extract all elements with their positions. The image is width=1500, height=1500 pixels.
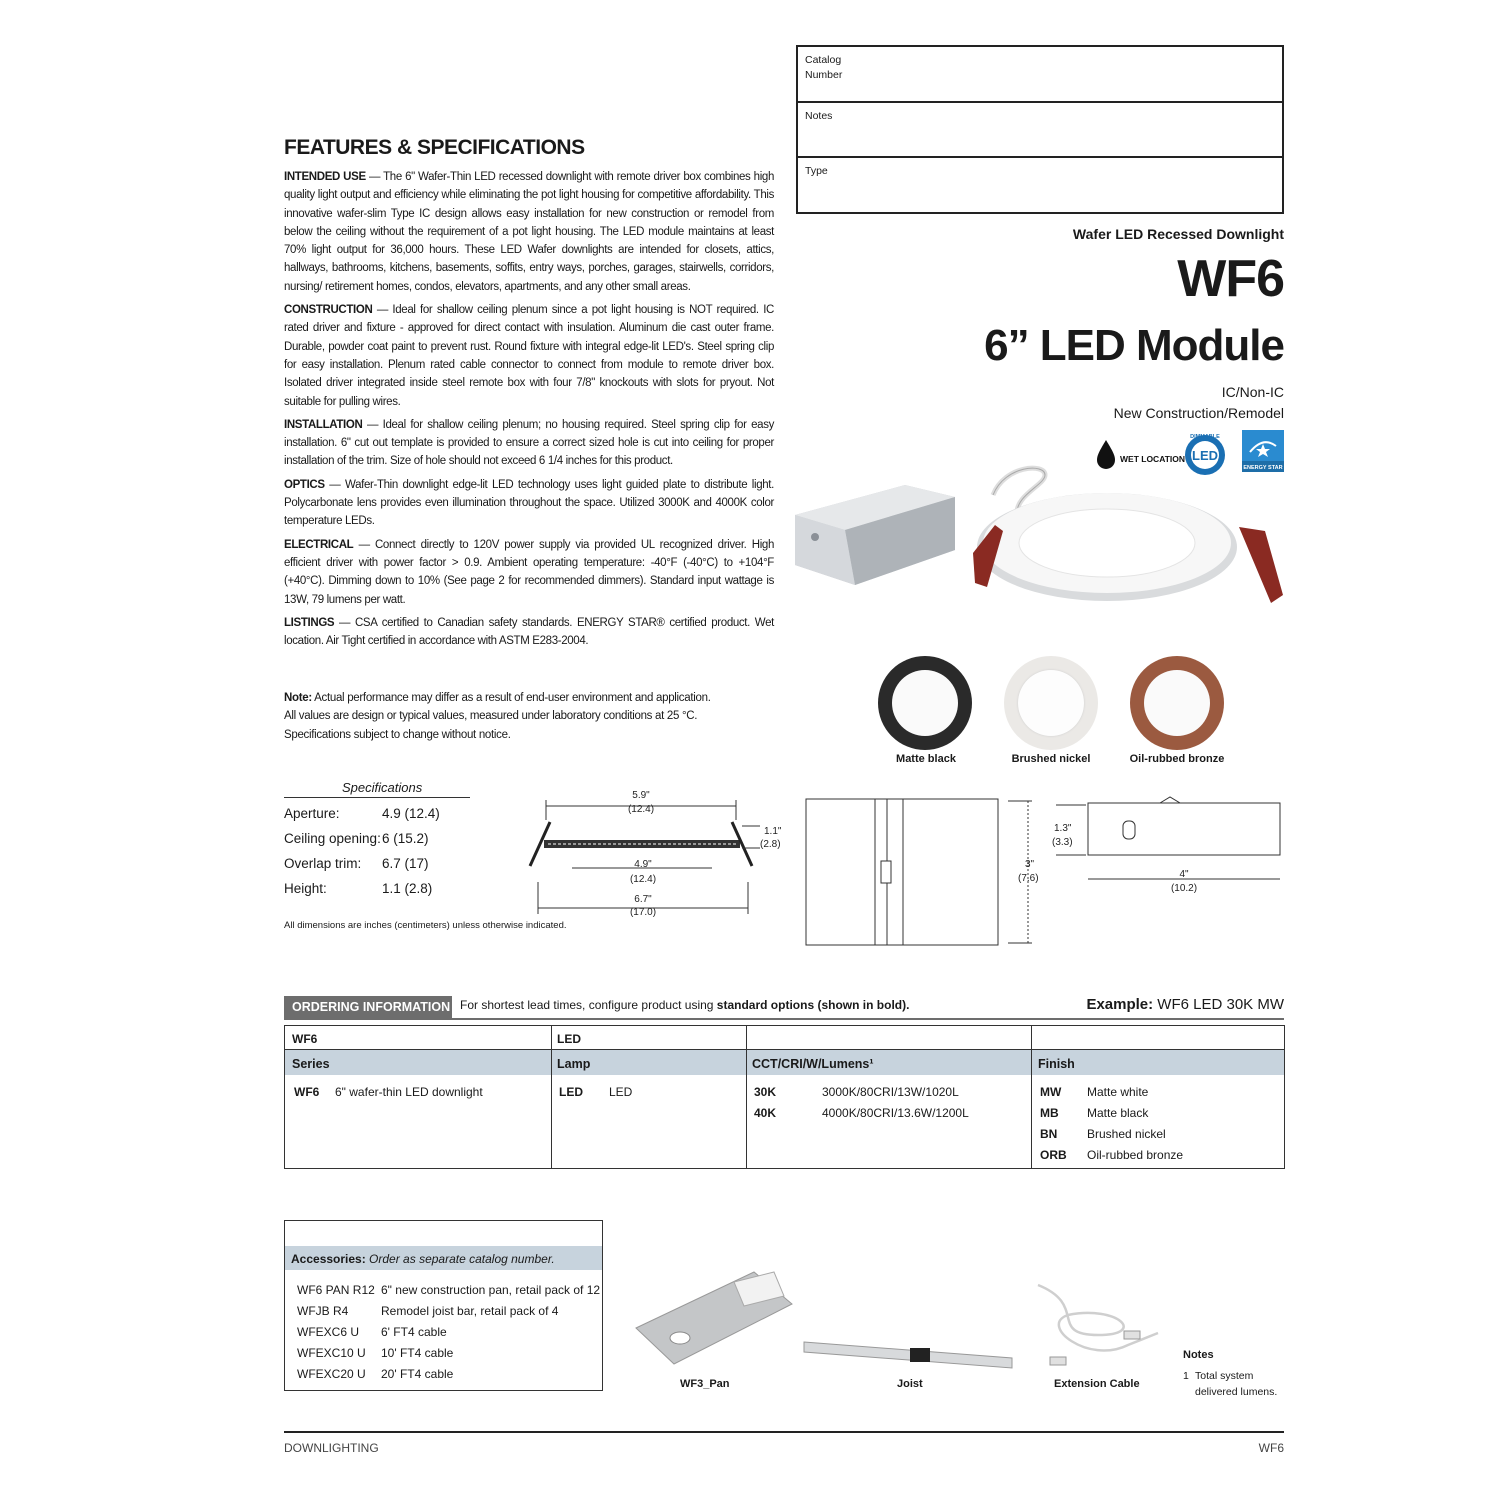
finish-label-oil-rubbed-bronze: Oil-rubbed bronze — [1129, 753, 1225, 765]
optics-paragraph: OPTICS — Wafer-Thin downlight edge-lit LED technology uses light guided plate to distribute light. Polycarbonate lens provides even illumination throughout the space. Utilized 3000K and 4000K color temperature LEDs. — [284, 478, 774, 528]
series-desc: 6" wafer-thin LED downlight — [335, 1085, 483, 1099]
finish-desc: Oil-rubbed bronze — [1087, 1148, 1184, 1162]
type-label: Type — [805, 165, 828, 177]
accessory-desc: 10' FT4 cable — [381, 1346, 454, 1360]
ordering-header — [284, 996, 1284, 1020]
accessory-desc: 6' FT4 cable — [381, 1325, 447, 1339]
specs-rule — [284, 797, 470, 798]
pan-image — [634, 1268, 794, 1376]
accessory-desc: Remodel joist bar, retail pack of 4 — [381, 1304, 559, 1318]
extension-cable-caption: Extension Cable — [1054, 1378, 1140, 1390]
cct-desc: 4000K/80CRI/13.6W/1200L — [822, 1106, 969, 1120]
accessory-code: WFEXC20 U — [297, 1367, 366, 1381]
catalog-number-field[interactable] — [798, 47, 1282, 103]
electrical-paragraph: ELECTRICAL — Connect directly to 120V power supply via provided UL recognized driver. High efficient driver with power factor > 0.9. Ambient operating temperature: -40°F (-40°C) to +104°F (+40°C). Dimming down to 10% (See page 2 for recommended dimmers). Standard input wattage is 13W, 79 lumens per watt. — [284, 538, 774, 606]
product-subtitle: Wafer LED Recessed Downlight — [1072, 226, 1284, 242]
footer-right: WF6 — [1258, 1441, 1284, 1455]
svg-text:(12.4): (12.4) — [627, 804, 655, 815]
col-cct: CCT/CRI/W/Lumens¹ — [752, 1057, 874, 1071]
joist-caption: Joist — [897, 1378, 923, 1390]
finish-desc: Brushed nickel — [1087, 1127, 1166, 1141]
type-field[interactable] — [798, 158, 1282, 212]
intended-use-paragraph: INTENDED USE — The 6" Wafer-Thin LED recessed downlight with remote driver box combines high quality light output and efficiency while eliminating the pot light housing for competitive affordability. This innovative wafer-slim Type IC design allows easy installation for new construction or remodel from below the ceiling without the requirement of a pot light housing. The LED module maintains at least 70% light output for 36,000 hours. These LED Wafer downlights are intended for closets, attics, hallways, bathrooms, kitchens, basements, soffits, entry ways, porches, garages, stairwells, corridors, nursing/ retirement homes, condos, elevators, apartments, and any other small areas. — [284, 171, 774, 293]
svg-text:(3.3): (3.3) — [1052, 837, 1073, 848]
spec-label: Height: — [284, 881, 327, 896]
series-top-label: WF6 — [292, 1032, 318, 1046]
col-series: Series — [292, 1057, 330, 1071]
model-title: WF6 — [1177, 250, 1284, 308]
spec-label: Ceiling opening: — [284, 831, 381, 846]
svg-text:4.9": 4.9" — [634, 859, 652, 870]
fixture-dimension-drawing — [520, 786, 790, 918]
accessory-code: WFEXC6 U — [297, 1325, 360, 1339]
features-heading: FEATURES & SPECIFICATIONS — [284, 136, 585, 159]
finish-code: ORB — [1040, 1148, 1067, 1162]
cct-code: 40K — [754, 1106, 777, 1120]
ordering-table — [284, 1025, 1285, 1169]
swatch-brushed-nickel — [1004, 656, 1098, 750]
features-section — [284, 136, 774, 655]
swatch-matte-black — [878, 656, 972, 750]
catalog-box — [796, 45, 1284, 214]
finish-code: MW — [1040, 1085, 1062, 1099]
ordering-tab: ORDERING INFORMATION — [284, 996, 452, 1019]
accessories-table — [284, 1220, 603, 1391]
ordering-example: Example: WF6 LED 30K MW — [1086, 996, 1284, 1013]
ic-label: IC/Non-IC — [1221, 384, 1284, 400]
series-code: WF6 — [294, 1085, 320, 1099]
ordering-instruction: For shortest lead times, configure product using standard options (shown in bold). — [460, 998, 910, 1012]
catalog-number-label: Catalog Number — [805, 54, 843, 81]
svg-text:1.1": 1.1" — [764, 826, 782, 837]
svg-text:ENERGY STAR: ENERGY STAR — [1243, 465, 1283, 471]
listings-paragraph: LISTINGS — CSA certified to Canadian safety standards. ENERGY STAR® certified product. Wet location. Air Tight certified in accordance with ASTM E283-2004. — [284, 616, 774, 648]
specs-title: Specifications — [342, 780, 423, 795]
spec-value: 1.1 (2.8) — [382, 881, 433, 896]
note-text-1: Total system — [1195, 1370, 1254, 1382]
finish-desc: Matte black — [1087, 1106, 1149, 1120]
accessory-desc: 6" new construction pan, retail pack of 12 — [381, 1283, 601, 1297]
finish-label-brushed-nickel: Brushed nickel — [1011, 753, 1091, 765]
notes-label: Notes — [805, 110, 833, 122]
svg-text:1.3": 1.3" — [1054, 823, 1072, 834]
spec-value: 4.9 (12.4) — [382, 806, 440, 821]
svg-text:3": 3" — [1025, 859, 1035, 870]
svg-text:5.9": 5.9" — [632, 790, 650, 801]
note-number: 1 — [1183, 1370, 1189, 1382]
spec-label: Overlap trim: — [284, 856, 362, 871]
accessory-code: WF6 PAN R12 — [297, 1283, 375, 1297]
footer-left: DOWNLIGHTING — [284, 1441, 379, 1455]
svg-text:LED: LED — [1192, 448, 1218, 463]
accessory-code: WFJB R4 — [297, 1304, 349, 1318]
extension-cable-image — [1028, 1275, 1168, 1375]
installation-paragraph: INSTALLATION — Ideal for shallow ceiling plenum; no housing required. Steel spring clip for easy installation. 6" cut out template is provided to ensure a correct sized hole is cut into ceiling for proper installation of the trim. Size of hole should not exceed 6 1/4 inches for this product. — [284, 418, 774, 468]
svg-text:(12.4): (12.4) — [629, 874, 657, 885]
svg-text:(2.8): (2.8) — [760, 839, 781, 850]
spec-value: 6 (15.2) — [382, 831, 429, 846]
construction-paragraph: CONSTRUCTION — Ideal for shallow ceiling plenum since a pot light housing is NOT required. IC rated driver and fixture - approved for direct contact with insulation. Aluminum die cast outer frame. Durable, powder coat paint to prevent rust. Round fixture with integral edge-lit LED's. Steel spring clip for easy installation. Plenum rated cable connector to connect from module to remote driver box. Isolated driver integrated inside steel remote box with four 7/8" knockouts with slots for pryout. Not suitable for pulling wires. — [284, 304, 774, 408]
finish-label-matte-black: Matte black — [896, 753, 956, 765]
svg-text:6.7": 6.7" — [634, 894, 652, 905]
joist-image — [802, 1338, 1018, 1374]
swatch-oil-rubbed-bronze — [1130, 656, 1224, 750]
svg-text:DIMMABLE: DIMMABLE — [1190, 434, 1220, 440]
side-dimension-drawing — [1050, 797, 1290, 893]
driver-box-drawing — [805, 797, 1045, 947]
product-illustration — [795, 455, 1285, 610]
svg-text:4": 4" — [1179, 869, 1189, 880]
svg-text:(17.0): (17.0) — [629, 907, 657, 918]
performance-note: Note: Actual performance may differ as a result of end-user environment and application. All values are design or typical values, measured under laboratory conditions at 25 °C. Specifications subject to change without notice. — [284, 692, 711, 741]
construction-label: New Construction/Remodel — [1113, 405, 1284, 421]
col-lamp: Lamp — [557, 1057, 591, 1071]
svg-text:(10.2): (10.2) — [1170, 883, 1198, 894]
notes-field[interactable] — [798, 103, 1282, 158]
pan-caption: WF3_Pan — [680, 1378, 730, 1390]
svg-text:(7.6): (7.6) — [1018, 873, 1039, 884]
cct-code: 30K — [754, 1085, 777, 1099]
notes-title: Notes — [1183, 1349, 1214, 1361]
finish-code: MB — [1040, 1106, 1059, 1120]
finish-desc: Matte white — [1087, 1085, 1149, 1099]
specs-footnote: All dimensions are inches (centimeters) unless otherwise indicated. — [284, 920, 567, 931]
cct-desc: 3000K/80CRI/13W/1020L — [822, 1085, 959, 1099]
col-finish: Finish — [1038, 1057, 1075, 1071]
product-title: 6” LED Module — [984, 321, 1284, 370]
accessory-code: WFEXC10 U — [297, 1346, 366, 1360]
finish-code: BN — [1040, 1127, 1058, 1141]
spec-value: 6.7 (17) — [382, 856, 429, 871]
lamp-code: LED — [559, 1085, 583, 1099]
footer-rule — [284, 1431, 1284, 1433]
accessory-desc: 20' FT4 cable — [381, 1367, 454, 1381]
accessories-header: Accessories: Order as separate catalog number. — [291, 1252, 555, 1266]
lamp-desc: LED — [609, 1085, 633, 1099]
svg-text:WET LOCATION: WET LOCATION — [1120, 454, 1185, 464]
note-text-2: delivered lumens. — [1195, 1386, 1278, 1398]
lamp-top-label: LED — [557, 1032, 581, 1046]
spec-label: Aperture: — [284, 806, 340, 821]
